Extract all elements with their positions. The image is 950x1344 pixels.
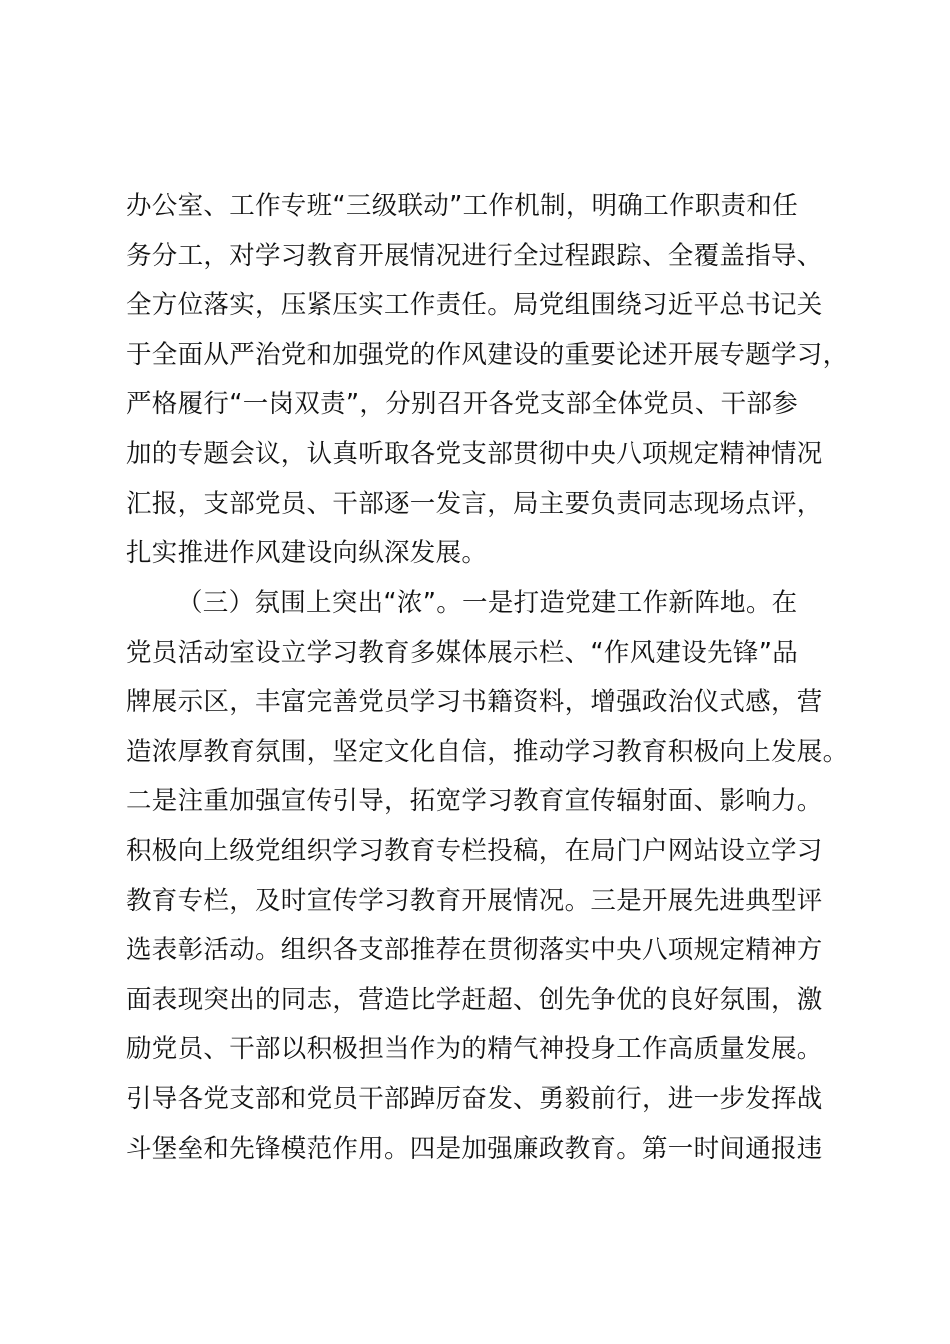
paragraph-line: 务分工，对学习教育开展情况进行全过程跟踪、全覆盖指导、 (126, 240, 823, 271)
paragraph-line: 汇报，支部党员、干部逐一发言，局主要负责同志现场点评， (126, 488, 823, 519)
paragraph-line: 积极向上级党组织学习教育专栏投稿，在局门户网站设立学习 (126, 835, 823, 866)
section-paragraph-atmosphere (126, 579, 849, 1174)
paragraph-line: 严格履行“一岗双责”，分别召开各党支部全体党员、干部参 (126, 389, 799, 420)
paragraph-line: 选表彰活动。组织各支部推荐在贯彻落实中央八项规定精神方 (126, 935, 823, 966)
paragraph-line: 党员活动室设立学习教育多媒体展示栏、“作风建设先锋”品 (126, 637, 799, 668)
section-heading-line: （三）氛围上突出“浓”。一是打造党建工作新阵地。在 (177, 588, 798, 618)
paragraph-line: 于全面从严治党和加强党的作风建设的重要论述开展专题学习， (126, 339, 849, 370)
paragraph-line: 斗堡垒和先锋模范作用。四是加强廉政教育。第一时间通报违 (126, 1133, 823, 1164)
paragraph-line: 全方位落实，压紧压实工作责任。局党组围绕习近平总书记关 (126, 290, 823, 321)
paragraph-line: 加的专题会议，认真听取各党支部贯彻中央八项规定精神情况 (126, 438, 823, 469)
paragraph-line: 牌展示区，丰富完善党员学习书籍资料，增强政治仪式感，营 (126, 687, 823, 718)
paragraph-line: 励党员、干部以积极担当作为的精气神投身工作高质量发展。 (126, 1034, 823, 1065)
paragraph-line: 二是注重加强宣传引导，拓宽学习教育宣传辐射面、影响力。 (126, 786, 823, 817)
paragraph-line: 办公室、工作专班“三级联动”工作机制，明确工作职责和任 (126, 191, 799, 221)
paragraph-line: 造浓厚教育氛围，坚定文化自信，推动学习教育积极向上发展。 (126, 736, 849, 767)
paragraph-line: 扎实推进作风建设向纵深发展。 (126, 538, 488, 569)
paragraph-line: 教育专栏，及时宣传学习教育开展情况。三是开展先进典型评 (126, 885, 823, 916)
paragraph-line: 面表现突出的同志，营造比学赶超、创先争优的良好氛围，激 (126, 984, 823, 1015)
paragraph-continuation (126, 182, 849, 579)
paragraph-line: 引导各党支部和党员干部踔厉奋发、勇毅前行，进一步发挥战 (126, 1083, 823, 1114)
